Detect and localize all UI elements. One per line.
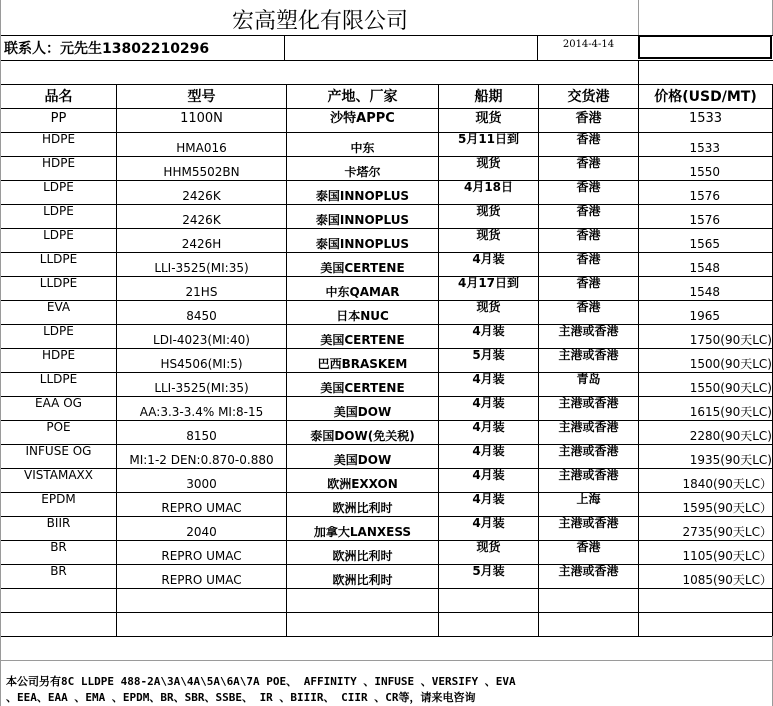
table-cell: 4月装 — [472, 469, 505, 482]
table-cell: HDPE — [41, 157, 76, 170]
table-cell: BR — [50, 565, 67, 578]
table-cell: 4月装 — [472, 397, 505, 410]
table-cell: 上海 — [576, 493, 601, 506]
table-cell: 4月17日到 — [457, 277, 520, 290]
table-cell: LLDPE — [39, 373, 78, 386]
grid-vline — [638, 0, 639, 35]
column-header: 价格(USD/MT) — [654, 89, 757, 105]
column-header: 交货港 — [567, 89, 610, 105]
table-cell: 中东 — [350, 142, 375, 155]
table-cell: 5月装 — [472, 349, 505, 362]
table-cell: 4月装 — [472, 493, 505, 506]
table-cell: HDPE — [41, 349, 76, 362]
table-cell: 青岛 — [576, 373, 601, 386]
table-cell: 1100N — [180, 111, 223, 126]
table-cell: 1840(90天LC） — [682, 478, 772, 491]
table-cell: 1550 — [689, 166, 720, 179]
table-cell: 2040 — [186, 526, 217, 539]
table-cell: 加拿大LANXESS — [313, 526, 412, 539]
table-cell: 美国DOW — [333, 406, 392, 419]
table-cell: 巴西BRASKEM — [317, 358, 408, 371]
table-cell: LLI-3525(MI:35) — [154, 262, 249, 275]
footer-note-line1: 本公司另有8C LLDPE 488-2A\3A\4A\5A\6A\7A POE、 AFFINITY 、INFUSE 、VERSIFY 、EVA — [6, 675, 516, 688]
table-cell: EAA OG — [35, 397, 82, 410]
table-cell: 香港 — [576, 301, 601, 314]
table-cell: 1548 — [689, 262, 720, 275]
company-title: 宏高塑化有限公司 — [231, 9, 408, 34]
table-cell: 主港或香港 — [558, 469, 619, 482]
table-cell: 2426H — [181, 238, 222, 251]
grid-vline — [284, 35, 285, 60]
table-cell: INFUSE OG — [25, 445, 92, 458]
table-cell: 主港或香港 — [558, 325, 619, 338]
table-cell: 卡塔尔 — [344, 166, 381, 179]
table-cell: 主港或香港 — [558, 565, 619, 578]
table-cell: 泰国DOW(免关税) — [310, 430, 415, 443]
table-cell: 主港或香港 — [558, 397, 619, 410]
table-cell: 1550(90天LC) — [689, 382, 772, 395]
grid-hline — [0, 660, 773, 661]
table-cell: 2426K — [182, 214, 221, 227]
table-cell: 21HS — [185, 286, 218, 299]
table-cell: 现货 — [476, 205, 501, 218]
table-cell: 1105(90天LC） — [682, 550, 772, 563]
table-cell: LDPE — [43, 205, 74, 218]
table-cell: 4月装 — [472, 421, 505, 434]
table-cell: 8450 — [186, 310, 217, 323]
table-cell: 3000 — [186, 478, 217, 491]
table-cell: 美国DOW — [333, 454, 392, 467]
grid-vline — [638, 60, 639, 84]
table-cell: 欧洲EXXON — [327, 478, 398, 491]
table-cell: 主港或香港 — [558, 517, 619, 530]
selected-cell[interactable] — [638, 35, 772, 59]
grid-vline — [638, 84, 639, 636]
table-cell: 香港 — [575, 111, 602, 126]
table-cell: 1965 — [689, 310, 720, 323]
table-cell: LLDPE — [39, 253, 78, 266]
table-cell: 现货 — [475, 111, 502, 126]
table-cell: 4月装 — [472, 325, 505, 338]
table-cell: 2280(90天LC) — [689, 430, 772, 443]
table-cell: 香港 — [576, 133, 601, 146]
table-cell: 8150 — [186, 430, 217, 443]
table-cell: 日本NUC — [336, 310, 389, 323]
table-cell: 1935(90天LC) — [689, 454, 772, 467]
column-header: 型号 — [187, 89, 216, 105]
table-cell: 1615(90天LC) — [689, 406, 772, 419]
table-cell: 沙特APPC — [330, 111, 395, 126]
table-cell: LDPE — [43, 229, 74, 242]
table-cell: LDI-4023(MI:40) — [153, 334, 250, 347]
table-cell: LDPE — [43, 325, 74, 338]
column-header: 产地、厂家 — [327, 89, 398, 105]
table-cell: 1595(90天LC） — [682, 502, 772, 515]
table-cell: 香港 — [576, 229, 601, 242]
table-cell: LLI-3525(MI:35) — [154, 382, 249, 395]
table-cell: 美国CERTENE — [320, 334, 405, 347]
grid-vline — [537, 35, 538, 60]
table-cell: 香港 — [576, 205, 601, 218]
grid-vline — [286, 84, 287, 636]
table-cell: 现货 — [476, 229, 501, 242]
table-cell: 欧洲比利时 — [332, 550, 393, 563]
table-cell: REPRO UMAC — [161, 574, 242, 587]
table-cell: 欧洲比利时 — [332, 574, 393, 587]
table-cell: 1500(90天LC) — [689, 358, 772, 371]
table-cell: 香港 — [576, 541, 601, 554]
grid-vline — [438, 84, 439, 636]
table-cell: VISTAMAXX — [24, 469, 93, 482]
table-cell: EPDM — [41, 493, 76, 506]
table-cell: REPRO UMAC — [161, 502, 242, 515]
contact-info: 联系人：元先生13802210296 — [4, 41, 210, 57]
table-cell: 泰国INNOPLUS — [315, 190, 410, 203]
table-cell: HS4506(MI:5) — [160, 358, 243, 371]
table-cell: 5月11日到 — [457, 133, 520, 146]
table-cell: MI:1-2 DEN:0.870-0.880 — [129, 454, 274, 467]
table-cell: 1533 — [688, 111, 723, 126]
table-cell: 主港或香港 — [558, 349, 619, 362]
grid-hline — [0, 636, 773, 637]
table-cell: 香港 — [576, 157, 601, 170]
table-cell: 现货 — [476, 157, 501, 170]
table-cell: 现货 — [476, 541, 501, 554]
grid-hline — [0, 60, 773, 61]
table-cell: REPRO UMAC — [161, 550, 242, 563]
table-cell: HHM5502BN — [163, 166, 240, 179]
table-cell: 4月装 — [472, 517, 505, 530]
table-cell: 香港 — [576, 253, 601, 266]
table-cell: 主港或香港 — [558, 445, 619, 458]
table-cell: EVA — [46, 301, 71, 314]
table-cell: 2735(90天LC） — [682, 526, 772, 539]
grid-vline — [116, 84, 117, 636]
table-cell: POE — [46, 421, 71, 434]
table-cell: 4月装 — [472, 373, 505, 386]
table-cell: 1085(90天LC） — [682, 574, 772, 587]
table-cell: PP — [50, 111, 67, 126]
table-cell: 欧洲比利时 — [332, 502, 393, 515]
table-cell: 泰国INNOPLUS — [315, 238, 410, 251]
table-cell: 美国CERTENE — [320, 382, 405, 395]
grid-vline — [0, 0, 1, 706]
column-header: 船期 — [474, 89, 503, 105]
column-header: 品名 — [44, 89, 73, 105]
table-cell: 4月装 — [472, 445, 505, 458]
table-cell: LLDPE — [39, 277, 78, 290]
table-cell: 4月装 — [472, 253, 505, 266]
grid-vline — [538, 84, 539, 636]
table-cell: BR — [50, 541, 67, 554]
table-cell: LDPE — [43, 181, 74, 194]
table-cell: BIIR — [46, 517, 71, 530]
table-cell: HMA016 — [176, 142, 227, 155]
table-cell: 1576 — [689, 190, 720, 203]
table-cell: 泰国INNOPLUS — [315, 214, 410, 227]
table-cell: 主港或香港 — [558, 421, 619, 434]
quote-date: 2014-4-14 — [562, 39, 615, 50]
table-cell: 美国CERTENE — [320, 262, 405, 275]
table-cell: AA:3.3-3.4% MI:8-15 — [139, 406, 264, 419]
table-cell: 1548 — [689, 286, 720, 299]
grid-hline — [0, 35, 773, 36]
table-cell: 2426K — [182, 190, 221, 203]
table-cell: 1565 — [689, 238, 720, 251]
table-cell: HDPE — [41, 133, 76, 146]
table-cell: 中东QAMAR — [325, 286, 400, 299]
table-cell: 香港 — [576, 181, 601, 194]
table-cell: 现货 — [476, 301, 501, 314]
table-cell: 香港 — [576, 277, 601, 290]
table-cell: 5月装 — [472, 565, 505, 578]
table-cell: 1750(90天LC) — [689, 334, 772, 347]
footer-note-line2: 、EEA、EAA 、EMA 、EPDM、BR、SBR、SSBE、 IR 、BIIIR、 CIIR 、CR等，请来电咨询 — [6, 691, 476, 704]
table-cell: 1533 — [689, 142, 720, 155]
table-cell: 4月18日 — [463, 181, 514, 194]
table-cell: 1576 — [689, 214, 720, 227]
